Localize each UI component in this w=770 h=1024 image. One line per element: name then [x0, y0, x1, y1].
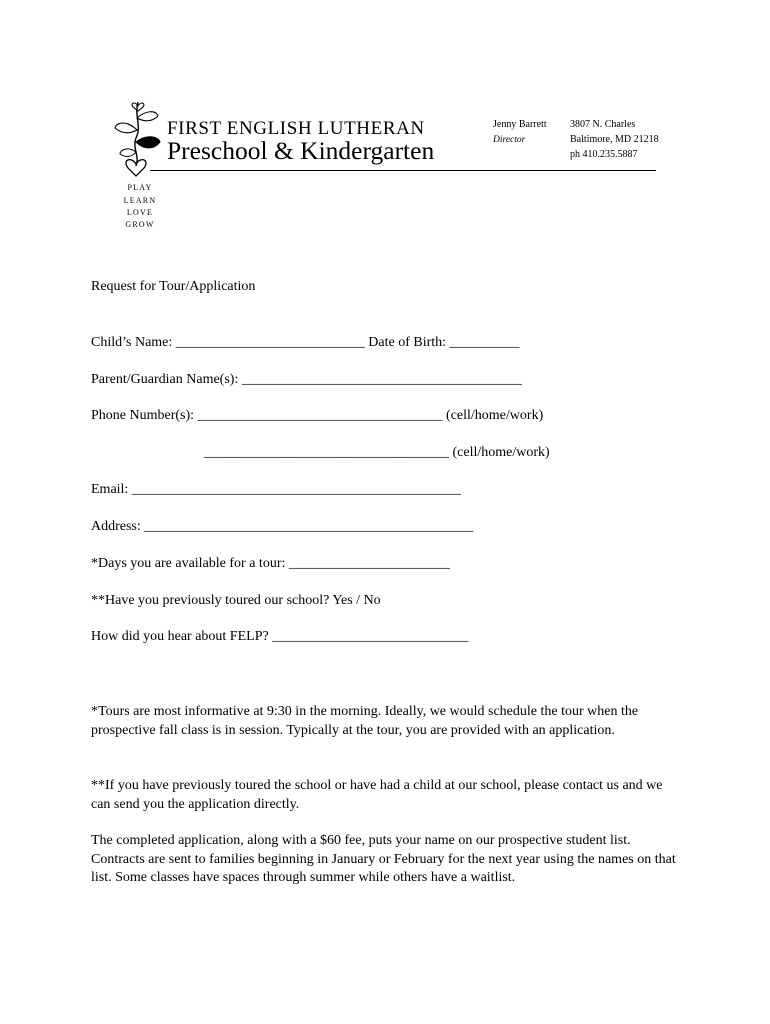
school-phone: ph 410.235.5887 [570, 149, 638, 160]
referral-source-field: How did you hear about FELP? ____________________________ [91, 629, 469, 644]
form-title: Request for Tour/Application [91, 279, 256, 294]
address-street: 3807 N. Charles [570, 119, 636, 130]
address-city: Baltimore, MD 21218 [570, 134, 659, 145]
child-name-field: Child’s Name: ___________________________ Date of Birth: __________ [91, 335, 520, 350]
tour-days-field: *Days you are available for a tour: _______________________ [91, 556, 450, 571]
tagline-grow: GROW [125, 220, 155, 229]
tagline-play: PLAY [127, 183, 153, 192]
director-title: Director [493, 135, 526, 145]
address-field: Address: _______________________________________________ [91, 519, 474, 534]
phone-field-1: Phone Number(s): ___________________________________ (cell/home/work) [91, 408, 544, 423]
parent-name-field: Parent/Guardian Name(s): ________________________________________ [91, 372, 522, 387]
previously-toured-question: **Have you previously toured our school? Yes / No [91, 593, 381, 608]
previous-visitor-note: **If you have previously toured the school or have had a child at our school, please contact us and we can send you the application directly. [91, 778, 663, 812]
phone-field-2: ___________________________________ (cell/home/work) [204, 445, 550, 460]
vine-heart-logo-icon [112, 96, 164, 178]
application-fee-note: The completed application, along with a $60 fee, puts your name on our prospective student list. Contracts are sent to families beginning in January or February for the next year using the names on that list. Some classes have spaces through summer while others have a waitlist. [91, 833, 676, 885]
email-field: Email: _______________________________________________ [91, 482, 461, 497]
tagline-learn: LEARN [123, 196, 157, 205]
tour-time-note: *Tours are most informative at 9:30 in the morning. Ideally, we would schedule the tour when the prospective fall class is in session. Typically at the tour, you are provided with an application. [91, 704, 639, 738]
school-name-line1: FIRST ENGLISH LUTHERAN [167, 118, 425, 139]
letterhead-divider [150, 170, 656, 171]
director-name: Jenny Barrett [493, 119, 547, 130]
school-name-line2: Preschool & Kindergarten [167, 136, 435, 165]
tagline-love: LOVE [126, 208, 154, 217]
